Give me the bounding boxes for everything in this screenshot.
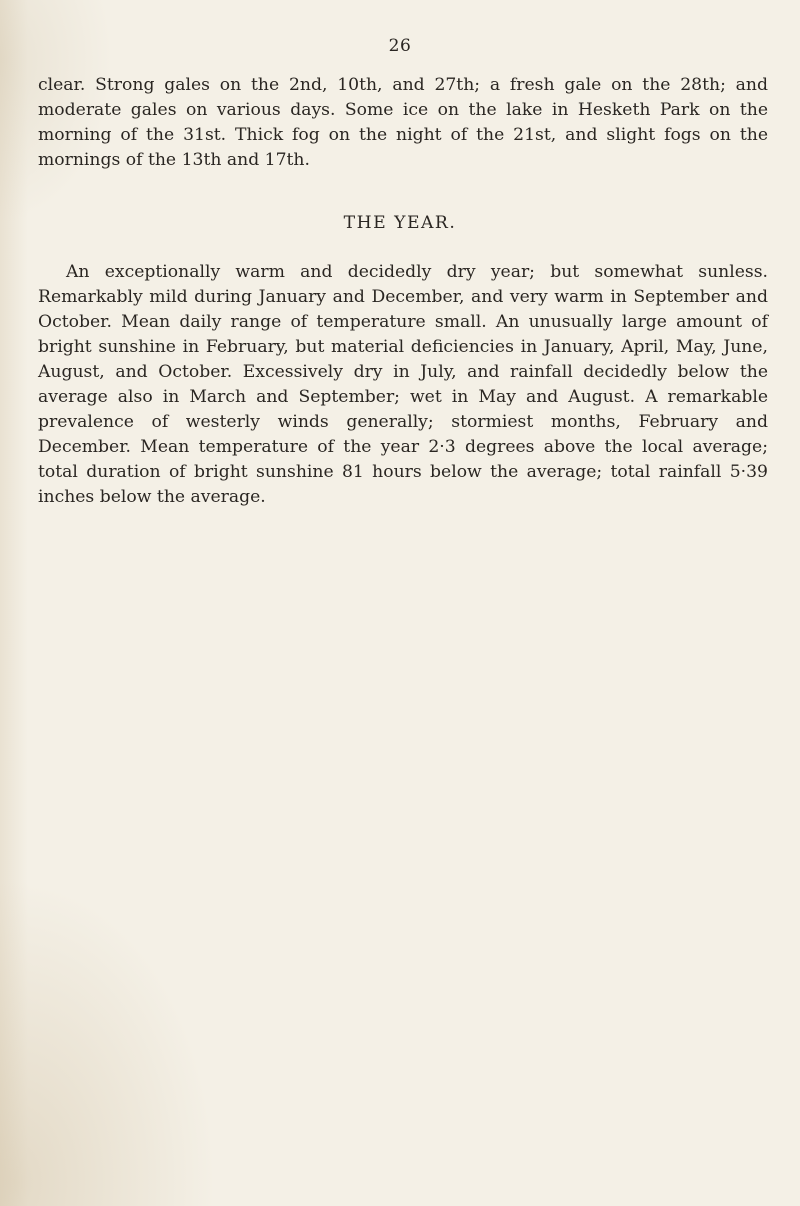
year-summary-text: An exceptionally warm and decidedly dry year; but somewhat sunless. Remarkably mild during January and December, and very warm in September and October. Mean daily range of temperature small. An unusually large amount of bright sunshine in February, but material deficiencies in January, April, May, June, August, and October. Excessively dry in July, and rainfall decidedly below the average also in March and September; wet in May and August. A remarkable prevalence of westerly winds generally; stormiest months, February and December. Mean temperature of the year 2·3 degrees above the local average; total duration of bright sunshine 81 hours below the average; total rainfall 5·39 inches below the average. — [38, 262, 768, 507]
continued-paragraph-text: clear. Strong gales on the 2nd, 10th, and 27th; a fresh gale on the 28th; and moderate gales on various days. Some ice on the lake in Hesketh Park on the morning of the 31st. Thick fog on the night of the 21st, and slight fogs on the mornings of the 13th and 17th. — [38, 75, 768, 170]
continued-paragraph — [38, 73, 768, 173]
page-number: 26 — [388, 36, 412, 56]
year-summary-paragraph — [38, 260, 768, 510]
section-heading: THE YEAR. — [343, 213, 457, 233]
